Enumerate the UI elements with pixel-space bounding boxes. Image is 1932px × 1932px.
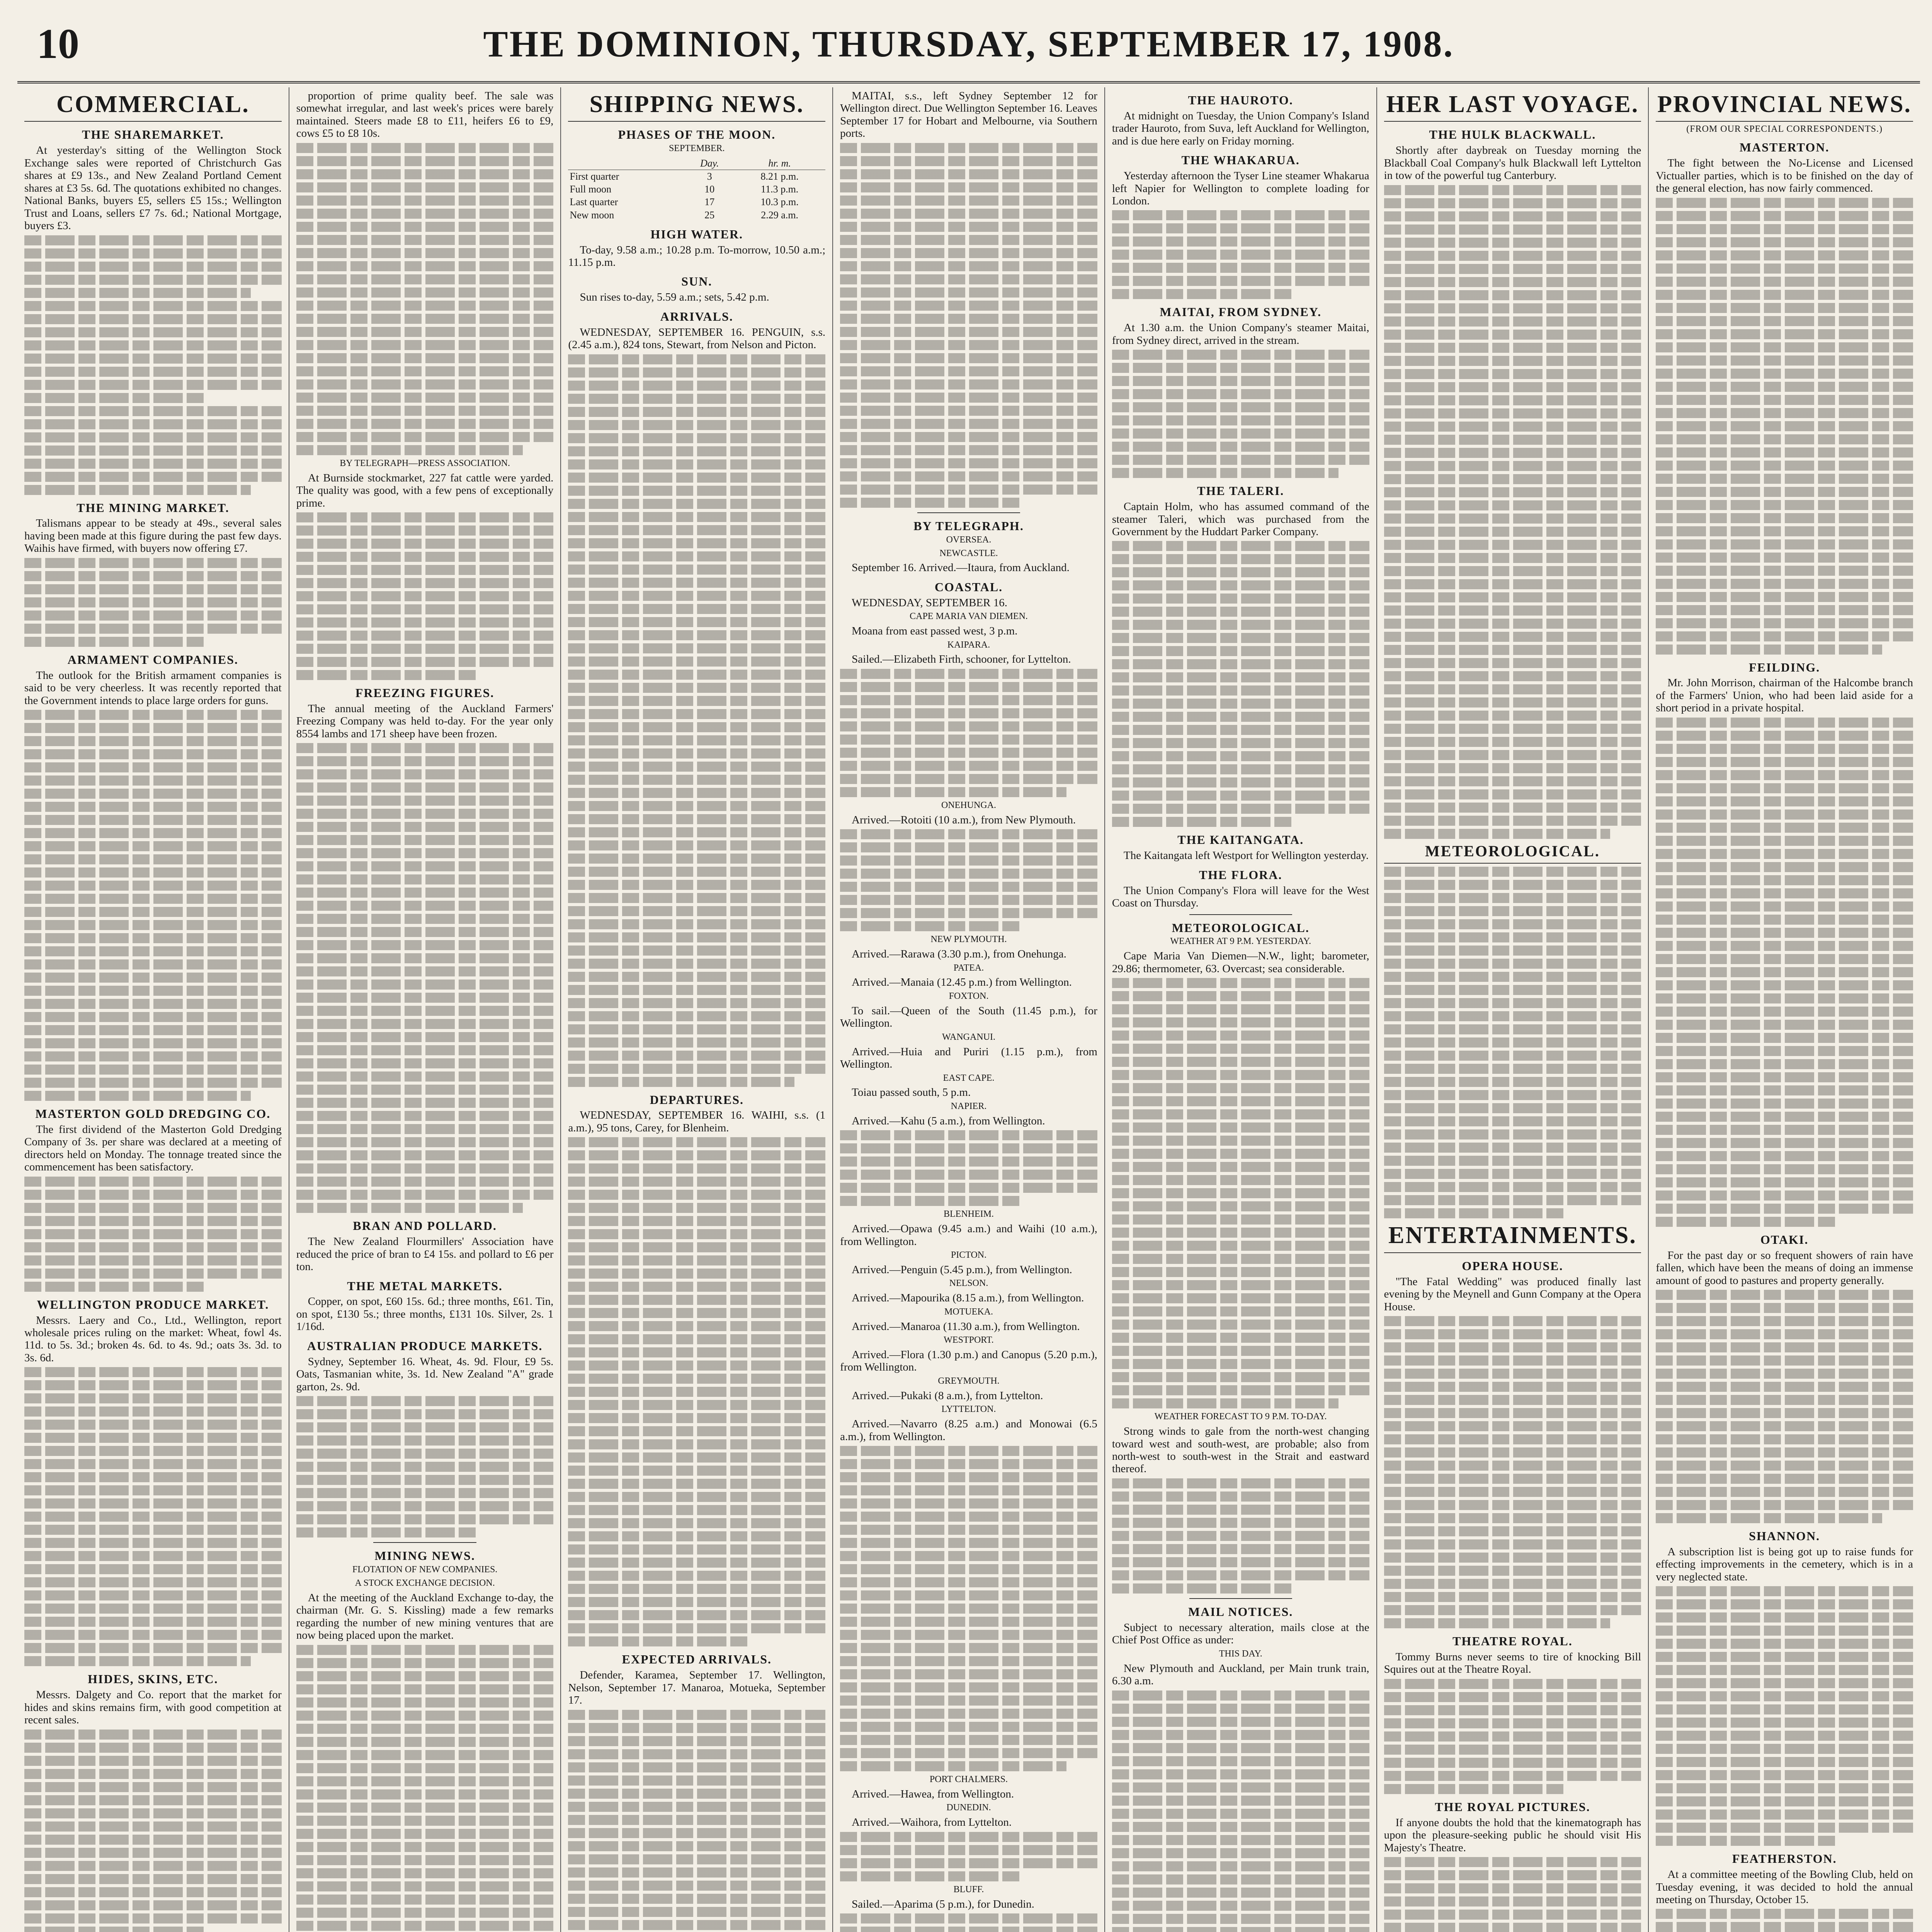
section-heading: EXPECTED ARRIVALS.: [622, 1652, 772, 1667]
column-her-last-voyage: [1377, 87, 1649, 1932]
article-text: The Union Company's Flora will leave for the West Coast on Thursday.: [1112, 884, 1369, 910]
article: [296, 90, 554, 455]
section-heading: THE HULK BLACKWALL.: [1429, 128, 1596, 142]
section-heading: MAIL NOTICES.: [1188, 1604, 1293, 1619]
article-text: The fight between the No-License and Licensed Victualler parties, which is to be finished on the day of the general election, has now fairly commenced.: [1656, 157, 1913, 195]
section-heading: HIGH WATER.: [650, 227, 743, 241]
columns: [17, 87, 1920, 1932]
phase-time: 2.29 a.m.: [761, 209, 799, 221]
text-body: [840, 1913, 1097, 1932]
article: [296, 1339, 554, 1537]
text-body: [24, 1367, 282, 1666]
article-text: Sun rises to-day, 5.59 a.m.; sets, 5.42 p.m.: [580, 291, 769, 304]
section-subheading: GREYMOUTH.: [938, 1376, 1000, 1386]
column-header: Day.: [685, 157, 734, 170]
text-body: [840, 1832, 1097, 1881]
text-body: [1112, 1690, 1369, 1932]
section-heading: OTAKI.: [1760, 1232, 1809, 1247]
text-body: [1384, 1679, 1641, 1794]
article-text: Arrived.—Huia and Puriri (1.15 p.m.), from Wellington.: [840, 1045, 1097, 1071]
text-body: [568, 354, 825, 1087]
section-subheading: DUNEDIN.: [946, 1803, 991, 1813]
text-body: [1656, 1909, 1913, 1932]
masthead: [17, 15, 1920, 83]
section-subheading: CAPE MARIA VAN DIEMEN.: [910, 611, 1028, 622]
article-text: Arrived.—Penguin (5.45 p.m.), from Wellington.: [852, 1263, 1072, 1276]
article-text: Arrived.—Manaroa (11.30 a.m.), from Wellington.: [852, 1320, 1080, 1333]
section-heading: SHANNON.: [1749, 1529, 1820, 1543]
article-text: At Burnside stockmarket, 227 fat cattle were yarded. The quality was good, with a few pens of exceptionally prime.: [296, 471, 554, 509]
text-body: [1112, 210, 1369, 299]
section-subheading: MOTUEKA.: [944, 1306, 993, 1317]
divider: [1189, 1598, 1292, 1599]
section-subheading: NELSON.: [949, 1278, 988, 1289]
text-body: [1112, 1478, 1369, 1594]
column-commercial-continued: [289, 87, 561, 1932]
column-commercial: [17, 87, 289, 1932]
article-text: Messrs. Laery and Co., Ltd., Wellington, report wholesale prices ruling on the market: Wheat, fowl 4s. 11d. to 5s. 3d.; broken 4s. 6d. to 4s. 9d.; oats 3s. 3d. to 3s. 6d.: [24, 1314, 282, 1364]
phase-time: 11.3 p.m.: [761, 184, 799, 195]
page-number: 10: [37, 20, 79, 67]
column-provincial-news: [1649, 87, 1920, 1932]
section-heading: THE TALERI.: [1197, 484, 1284, 498]
article-text: At midnight on Tuesday, the Union Company's Island trader Hauroto, from Suva, left Auckland for Wellington, and is due here early on Friday morning.: [1112, 109, 1369, 147]
newspaper-title: THE DOMINION, THURSDAY, SEPTEMBER 17, 1908.: [483, 23, 1454, 65]
text-body: [1112, 978, 1369, 1408]
text-body: [1656, 1586, 1913, 1846]
phase-day: 17: [704, 196, 715, 208]
phase-time: 8.21 p.m.: [760, 171, 799, 182]
phase-day: 3: [707, 171, 712, 182]
article-text: Arrived.—Rarawa (3.30 p.m.), from Onehunga.: [852, 948, 1066, 961]
text-body: [1384, 867, 1641, 1218]
section-heading: THE HAUROTO.: [1188, 93, 1293, 107]
column-shipping-notes: [1105, 87, 1377, 1932]
article-text: proportion of prime quality beef. The sale was somewhat irregular, and last week's prices were barely maintained. Steers made £8 to £11, heifers £6 to £9, cows £5 to £8 10s.: [296, 90, 554, 140]
section-subheading: THIS DAY.: [1219, 1648, 1262, 1659]
section-subheading: EAST CAPE.: [943, 1073, 995, 1083]
article: [24, 501, 282, 647]
section-heading: THE ROYAL PICTURES.: [1435, 1799, 1590, 1814]
section-subheading: BLUFF.: [953, 1884, 984, 1895]
section-subheading: NEWCASTLE.: [939, 548, 998, 558]
article-text: September 16. Arrived.—Itaura, from Auckland.: [852, 561, 1070, 574]
section-heading: THEATRE ROYAL.: [1452, 1634, 1573, 1648]
article: [296, 458, 554, 680]
section-heading: MINING NEWS.: [374, 1549, 475, 1563]
text-body: [24, 558, 282, 647]
section-heading: THE MINING MARKET.: [77, 500, 230, 515]
phase-time: 10.3 p.m.: [760, 196, 799, 208]
divider: [917, 512, 1020, 513]
section-subheading: FLOTATION OF NEW COMPANIES.: [352, 1564, 498, 1575]
section-heading: HIDES, SKINS, ETC.: [88, 1672, 218, 1686]
article-text: Yesterday afternoon the Tyser Line steamer Whakarua left Napier for Wellington to complete loading for London.: [1112, 170, 1369, 207]
phase-name: Last quarter: [570, 196, 618, 208]
section-subheading: WANGANUI.: [942, 1032, 995, 1042]
article: [24, 1107, 282, 1292]
section-subheading: PATEA.: [953, 963, 984, 973]
section-subheading: FOXTON.: [949, 991, 989, 1001]
article: [296, 1219, 554, 1273]
text-body: [568, 1710, 825, 1932]
article: [296, 1279, 554, 1333]
section-heading: COASTAL.: [934, 580, 1003, 594]
article-text: Sailed.—Elizabeth Firth, schooner, for Lyttelton.: [852, 653, 1071, 666]
section-subheading: BLENHEIM.: [944, 1209, 994, 1219]
section-heading: THE KAITANGATA.: [1177, 833, 1304, 847]
article-text: New Plymouth and Auckland, per Main trunk train, 6.30 a.m.: [1112, 1662, 1369, 1687]
article-text: If anyone doubts the hold that the kinematograph has upon the pleasure-seeking public he should visit His Majesty's Theatre.: [1384, 1816, 1641, 1854]
article-text: Sydney, September 16. Wheat, 4s. 9d. Flour, £9 5s. Oats, Tasmanian white, 3s. 1d. New Zealand "A" grade garton, 2s. 9d.: [296, 1355, 554, 1393]
section-subheading: OVERSEA.: [946, 534, 992, 545]
article-text: Messrs. Dalgety and Co. report that the market for hides and skins remains firm, with good competition at recent sales.: [24, 1689, 282, 1726]
column-shipping: [561, 87, 833, 1932]
article-text: Arrived.—Rotoiti (10 a.m.), from New Plymouth.: [852, 813, 1076, 826]
text-body: [1384, 185, 1641, 839]
article-text: WEDNESDAY, SEPTEMBER 16. PENGUIN, s.s. (2.45 a.m.), 824 tons, Stewart, from Nelson and Picton.: [568, 326, 826, 351]
section-heading: THE METAL MARKETS.: [347, 1279, 503, 1293]
article-text: Subject to necessary alteration, mails close at the Chief Post Office as under:: [1112, 1621, 1369, 1646]
text-body: [296, 1396, 554, 1537]
text-body: [24, 1730, 282, 1932]
section-heading: SUN.: [681, 274, 713, 289]
section-heading: ARRIVALS.: [660, 309, 733, 323]
table-row: [568, 196, 825, 208]
article-text: Arrived.—Opawa (9.45 a.m.) and Waihi (10 a.m.), from Wellington.: [840, 1223, 1097, 1248]
table-row: [568, 209, 825, 221]
section-heading: WELLINGTON PRODUCE MARKET.: [37, 1297, 269, 1311]
text-body: [24, 710, 282, 1101]
phase-name: First quarter: [570, 171, 619, 182]
article-text: WEDNESDAY, SEPTEMBER 16. WAIHI, s.s. (1 a.m.), 95 tons, Carey, for Blenheim.: [568, 1109, 826, 1134]
section-subheading: WEATHER FORECAST TO 9 P.M. TO-DAY.: [1154, 1412, 1327, 1422]
article-text: To sail.—Queen of the South (11.45 p.m.), for Wellington.: [840, 1004, 1097, 1030]
text-body: [24, 235, 282, 495]
section-heading: THE WHAKARUA.: [1181, 153, 1300, 167]
article: [24, 128, 282, 495]
article-text: The Kaitangata left Westport for Wellington yesterday.: [1123, 849, 1369, 862]
article: [24, 1672, 282, 1932]
article-text: At the meeting of the Auckland Exchange to-day, the chairman (Mr. G. S. Kissling) made a few remarks regarding the number of new mining ventures that are now being placed upon the market.: [296, 1591, 554, 1642]
article-text: MAITAI, s.s., left Sydney September 12 for Wellington direct. Due Wellington September 16. Leaves September 17 for Hobart and Melbourne, via Southern ports.: [840, 90, 1097, 140]
text-body: [1656, 198, 1913, 655]
section-heading: THE FLORA.: [1199, 867, 1282, 882]
article-text: Captain Holm, who has assumed command of the steamer Taleri, which was purchased from the Government by the Huddart Parker Company.: [1112, 500, 1369, 538]
text-body: [840, 143, 1097, 508]
article: [24, 653, 282, 1101]
article-text: Cape Maria Van Diemen—N.W., light; barometer, 29.86; thermometer, 63. Overcast; sea considerable.: [1112, 950, 1369, 975]
article-text: Strong winds to gale from the north-west changing toward west and south-west, are probable; also from north-west to south-west in the Strait and eastward thereof.: [1112, 1425, 1369, 1475]
article: [296, 1549, 554, 1932]
article-text: Arrived.—Navarro (8.25 a.m.) and Monowai (6.5 a.m.), from Wellington.: [840, 1418, 1097, 1443]
article-text: Copper, on spot, £60 15s. 6d.; three months, £61. Tin, on spot, £130 5s.; three months, £131 10s. Silver, 2s. 1 1/16d.: [296, 1295, 554, 1333]
section-subheading: WESTPORT.: [944, 1335, 994, 1345]
table-row: [568, 183, 825, 196]
phase-day: 10: [704, 184, 715, 195]
text-body: [840, 1446, 1097, 1771]
section-subheading: NEW PLYMOUTH.: [930, 934, 1007, 945]
article: [296, 686, 554, 1213]
divider: [373, 1542, 476, 1543]
section-subheading: KAIPARA.: [947, 639, 990, 650]
section-heading: METEOROLOGICAL.: [1172, 920, 1310, 935]
article-text: Arrived.—Kahu (5 a.m.), from Wellington.: [852, 1114, 1045, 1127]
section-heading: ARMAMENT COMPANIES.: [67, 652, 238, 667]
article-text: WEDNESDAY, SEPTEMBER 16.: [852, 596, 1007, 609]
text-body: [840, 1130, 1097, 1206]
section-heading: MASTERTON GOLD DREDGING CO.: [35, 1107, 271, 1121]
text-body: [1384, 1316, 1641, 1628]
article-text: Mr. John Morrison, chairman of the Halcombe branch of the Farmers' Union, who had been laid aside for a short period in a private hospital.: [1656, 677, 1913, 714]
article-text: Arrived.—Flora (1.30 p.m.) and Canopus (5.20 p.m.), from Wellington.: [840, 1348, 1097, 1374]
column-subheading: (FROM OUR SPECIAL CORRESPONDENTS.): [1686, 124, 1883, 134]
text-body: [1384, 1857, 1641, 1932]
section-subheading: NAPIER.: [951, 1101, 987, 1111]
section-heading: FREEZING FIGURES.: [355, 686, 495, 700]
section-heading: OPERA HOUSE.: [1462, 1259, 1563, 1273]
text-body: [840, 669, 1097, 797]
article-text: The first dividend of the Masterton Gold Dredging Company of 3s. per share was declared at a meeting of directors held on Monday. The tonnage treated since the commencement has been satisfactory.: [24, 1123, 282, 1173]
section-subheading: PORT CHALMERS.: [929, 1774, 1008, 1785]
article-text: Arrived.—Mapourika (8.15 a.m.), from Wellington.: [852, 1292, 1084, 1304]
section-heading: FEATHERSTON.: [1732, 1852, 1837, 1866]
text-body: [296, 143, 554, 455]
divider: [1189, 914, 1292, 915]
article: [24, 1298, 282, 1667]
article-text: At yesterday's sitting of the Wellington Stock Exchange sales were reported of Christchurch Gas shares at £9 13s., and New Zealand Portland Cement shares at £3 5s. 6d. The quotations exhibited no changes. National Banks, buyers £5, sellers £5 15s.; Wellington Trust and Loans, sellers £7 7s. 6d.; National Mortgage, buyers £3.: [24, 144, 282, 232]
text-body: [24, 1177, 282, 1292]
article-text: Tommy Burns never seems to tire of knocking Bill Squires out at the Theatre Royal.: [1384, 1650, 1641, 1676]
text-body: [1112, 541, 1369, 827]
section-heading: MAITAI, FROM SYDNEY.: [1160, 305, 1322, 319]
section-subheading: LYTTELTON.: [941, 1404, 996, 1415]
section-heading: BY TELEGRAPH.: [913, 519, 1024, 533]
article-text: The annual meeting of the Auckland Farmers' Freezing Company was held to-day. For the year only 8554 lambs and 171 sheep have been frozen.: [296, 702, 554, 740]
column-shipping-telegrams: [833, 87, 1105, 1932]
article-text: For the past day or so frequent showers of rain have fallen, which have been the means of doing an immense amount of good to pastures and property generally.: [1656, 1249, 1913, 1287]
section-heading: DEPARTURES.: [650, 1092, 744, 1107]
article-text: "The Fatal Wedding" was produced finally last evening by the Meynell and Gunn Company at the Opera House.: [1384, 1275, 1641, 1313]
article-text: Sailed.—Aparima (5 p.m.), for Dunedin.: [852, 1898, 1034, 1910]
section-subheading: BY TELEGRAPH—PRESS ASSOCIATION.: [340, 458, 510, 468]
section-heading: FEILDING.: [1749, 660, 1820, 674]
article-text: At 1.30 a.m. the Union Company's steamer Maitai, from Sydney direct, arrived in the stream.: [1112, 321, 1369, 347]
moon-phases-table: [568, 157, 825, 221]
text-body: [296, 512, 554, 680]
column-heading: HER LAST VOYAGE.: [1384, 91, 1641, 122]
article-text: Shortly after daybreak on Tuesday morning the Blackball Coal Company's hulk Blackwall left Lyttelton in tow of the powerful tug Canterbury.: [1384, 144, 1641, 182]
section-heading: MASTERTON.: [1739, 140, 1830, 155]
article-text: At a committee meeting of the Bowling Club, held on Tuesday evening, it was decided to hold the annual meeting on Thursday, October 15.: [1656, 1868, 1913, 1906]
section-subheading: SEPTEMBER.: [668, 143, 725, 154]
section-subheading: PICTON.: [951, 1250, 987, 1260]
phase-day: 25: [704, 209, 715, 221]
article-text: Arrived.—Hawea, from Wellington.: [852, 1787, 1014, 1800]
text-body: [296, 743, 554, 1213]
text-body: [296, 1645, 554, 1932]
section-heading: BRAN AND POLLARD.: [353, 1219, 497, 1233]
article-text: The New Zealand Flourmillers' Association have reduced the price of bran to £4 15s. and pollard to £6 per ton.: [296, 1235, 554, 1273]
section-heading-meteorological: METEOROLOGICAL.: [1384, 843, 1641, 864]
article-text: Defender, Karamea, September 17. Wellington, Nelson, September 17. Manaroa, Motueka, September 17.: [568, 1669, 826, 1707]
text-body: [568, 1137, 825, 1646]
article-text: Moana from east passed west, 3 p.m.: [852, 625, 1018, 638]
section-subheading: A STOCK EXCHANGE DECISION.: [355, 1578, 495, 1588]
section-heading: PHASES OF THE MOON.: [618, 128, 776, 142]
section-subheading: WEATHER AT 9 P.M. YESTERDAY.: [1170, 936, 1311, 947]
section-heading: AUSTRALIAN PRODUCE MARKETS.: [307, 1338, 543, 1353]
article-text: The outlook for the British armament companies is said to be very cheerless. It was recently reported that the Government intends to place large orders for guns.: [24, 669, 282, 707]
article-text: Arrived.—Manaia (12.45 p.m.) from Wellington.: [852, 976, 1072, 989]
phase-name: Full moon: [570, 184, 612, 195]
column-heading: COMMERCIAL.: [24, 91, 282, 122]
section-subheading: ONEHUNGA.: [941, 800, 996, 810]
article-text: A subscription list is being got up to raise funds for effecting improvements in the cemetery, which is in a very neglected state.: [1656, 1545, 1913, 1583]
section-heading-entertainments: ENTERTAINMENTS.: [1384, 1222, 1641, 1253]
table-row: [568, 170, 825, 183]
text-body: [1112, 350, 1369, 478]
article-text: Arrived.—Pukaki (8 a.m.), from Lyttelton.: [852, 1389, 1043, 1402]
text-body: [1656, 718, 1913, 1227]
text-body: [840, 829, 1097, 931]
section-heading: THE SHAREMARKET.: [82, 128, 224, 142]
article-text: Talismans appear to be steady at 49s., several sales having been made at this figure during the past few days. Waihis have firmed, with buyers now offering £7.: [24, 517, 282, 555]
phase-name: New moon: [570, 209, 614, 221]
table-header-row: [568, 157, 825, 170]
article-text: Toiau passed south, 5 p.m.: [852, 1086, 971, 1099]
column-header: hr. m.: [734, 157, 825, 170]
text-body: [1656, 1290, 1913, 1523]
article-text: To-day, 9.58 a.m.; 10.28 p.m. To-morrow, 10.50 a.m.; 11.15 p.m.: [568, 243, 826, 269]
column-heading: SHIPPING NEWS.: [568, 91, 825, 122]
article-text: Arrived.—Waihora, from Lyttelton.: [852, 1816, 1012, 1829]
column-heading: PROVINCIAL NEWS.: [1656, 91, 1913, 122]
